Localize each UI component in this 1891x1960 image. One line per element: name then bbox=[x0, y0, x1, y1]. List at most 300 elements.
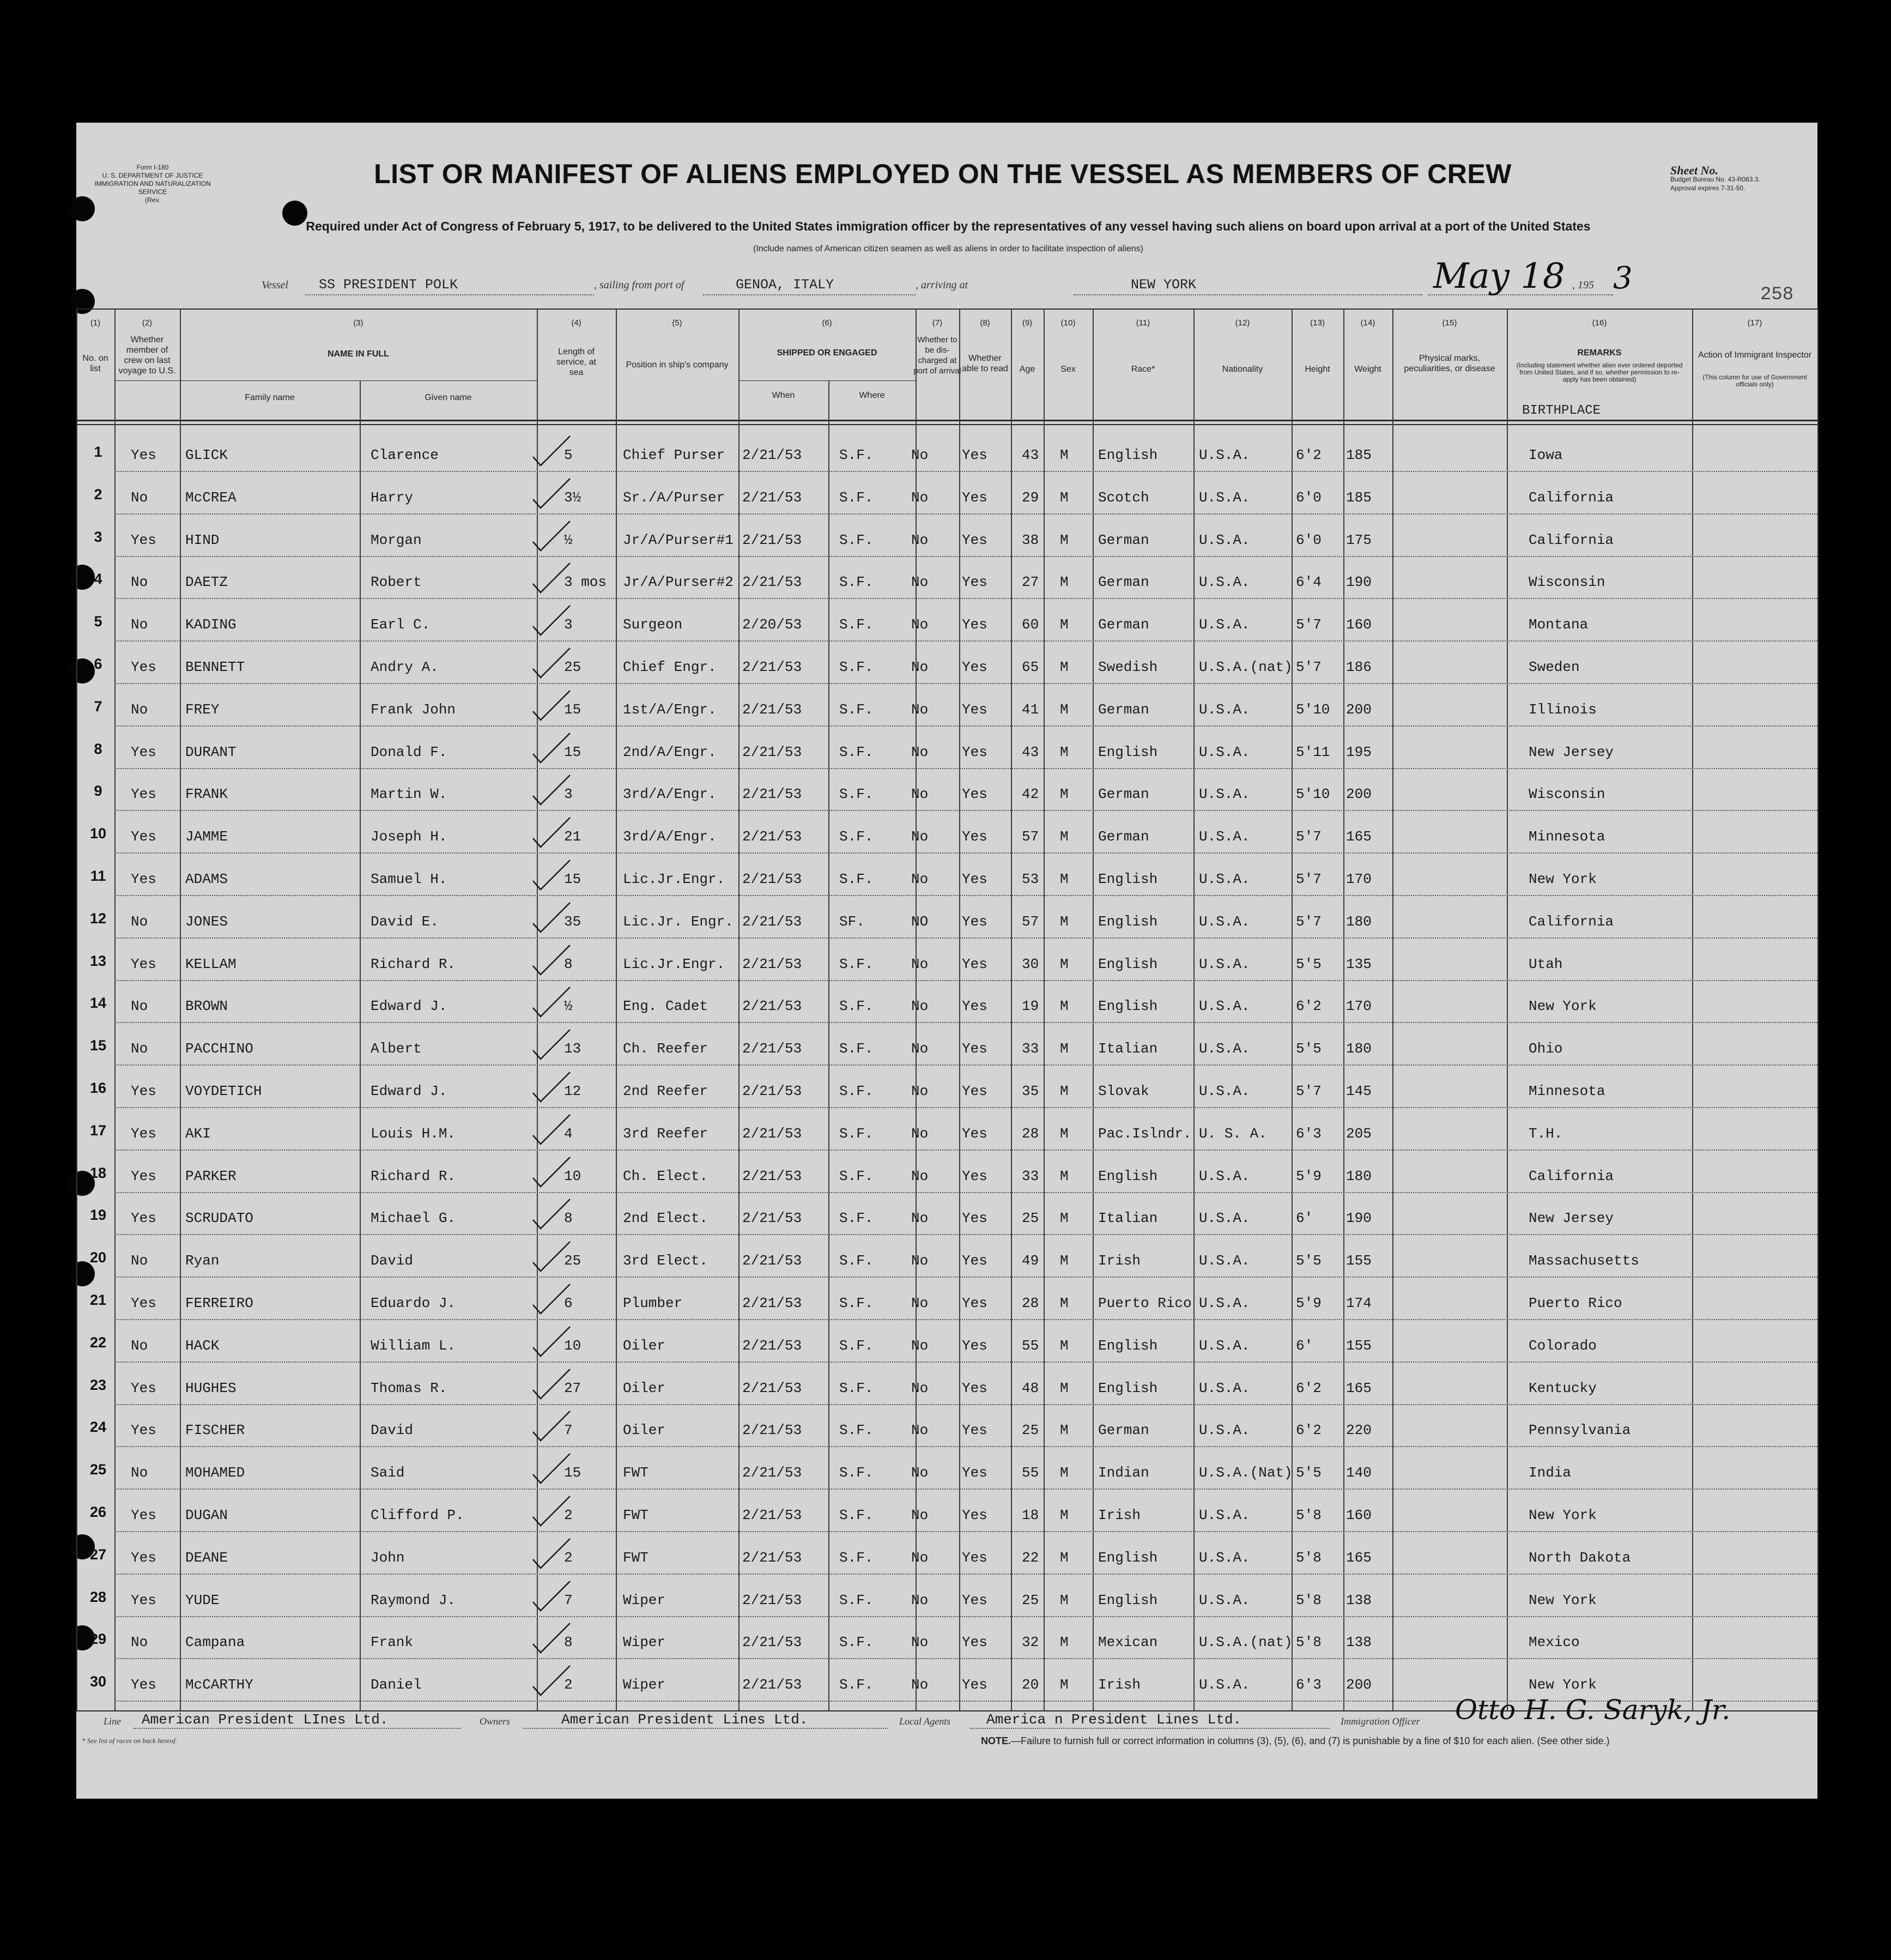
weight-cell: 190 bbox=[1346, 1210, 1372, 1227]
shipped-where-cell: S.F. bbox=[839, 955, 874, 972]
nationality-cell: U.S.A. bbox=[1199, 1210, 1250, 1227]
row-rule bbox=[114, 471, 1817, 472]
nationality-cell: U.S.A. bbox=[1199, 1337, 1250, 1354]
row-rule bbox=[114, 725, 1817, 727]
position-cell: Wiper bbox=[623, 1677, 666, 1693]
position-cell: Lic.Jr.Engr. bbox=[623, 955, 725, 972]
weight-cell: 200 bbox=[1346, 1677, 1372, 1693]
row-number: 30 bbox=[89, 1673, 107, 1690]
nationality-cell: U.S.A. bbox=[1199, 743, 1250, 760]
height-cell: 5'8 bbox=[1296, 1549, 1322, 1566]
height-cell: 5'7 bbox=[1296, 913, 1322, 930]
family-name-cell: Campana bbox=[185, 1634, 245, 1651]
discharge-cell: No bbox=[911, 1253, 929, 1269]
check-mark-icon bbox=[530, 432, 573, 470]
last-voyage-cell: No bbox=[131, 1253, 148, 1269]
nationality-cell: U.S.A. bbox=[1199, 1380, 1250, 1396]
shipped-when-cell: 2/21/53 bbox=[742, 574, 802, 591]
last-voyage-cell: No bbox=[131, 998, 148, 1015]
nationality-cell: U.S.A.(nat) bbox=[1199, 659, 1293, 675]
family-name-cell: VOYDETICH bbox=[185, 1083, 262, 1099]
birthplace-cell: T.H. bbox=[1529, 1125, 1563, 1142]
last-voyage-cell: Yes bbox=[131, 1592, 156, 1608]
column-divider bbox=[1507, 308, 1508, 1710]
shipped-where-cell: S.F. bbox=[839, 659, 874, 675]
height-cell: 5'8 bbox=[1296, 1592, 1322, 1608]
shipped-where-cell: S.F. bbox=[839, 489, 874, 506]
discharge-cell: No bbox=[911, 998, 929, 1015]
age-cell: 42 bbox=[1022, 786, 1039, 803]
check-mark-icon bbox=[530, 941, 573, 979]
age-cell: 53 bbox=[1022, 871, 1039, 887]
nationality-cell: U.S.A. bbox=[1199, 1549, 1250, 1566]
service-length-cell: 15 bbox=[564, 701, 581, 718]
age-cell: 19 bbox=[1022, 998, 1039, 1015]
sex-cell: M bbox=[1060, 447, 1069, 463]
form-department-header bbox=[82, 164, 223, 204]
sex-cell: M bbox=[1060, 489, 1069, 506]
sex-cell: M bbox=[1060, 659, 1069, 675]
weight-cell: 180 bbox=[1346, 913, 1372, 930]
birthplace-cell: California bbox=[1529, 1167, 1614, 1184]
row-number: 7 bbox=[94, 698, 102, 715]
shipped-when-cell: 2/21/53 bbox=[742, 1253, 802, 1269]
birthplace-cell: Minnesota bbox=[1529, 1083, 1605, 1099]
column-divider bbox=[738, 308, 740, 1710]
row-number: 4 bbox=[94, 571, 102, 588]
given-name-cell: Raymond J. bbox=[371, 1592, 456, 1608]
sex-cell: M bbox=[1060, 1549, 1069, 1566]
shipped-where-cell: S.F. bbox=[839, 1549, 874, 1566]
able-to-read-cell: Yes bbox=[962, 1465, 987, 1481]
service-length-cell: 15 bbox=[564, 1465, 581, 1481]
last-voyage-cell: Yes bbox=[131, 1422, 156, 1439]
column-divider bbox=[114, 308, 116, 1710]
family-name-cell: JONES bbox=[185, 913, 228, 930]
height-cell: 6'3 bbox=[1296, 1677, 1322, 1693]
punch-hole bbox=[70, 289, 95, 314]
shipped-where-cell: S.F. bbox=[839, 531, 874, 548]
shipped-where-cell: S.F. bbox=[839, 1125, 874, 1142]
birthplace-cell: Massachusetts bbox=[1529, 1253, 1639, 1269]
able-to-read-cell: Yes bbox=[962, 1592, 987, 1608]
nationality-cell: U.S.A. bbox=[1199, 871, 1250, 887]
able-to-read-cell: Yes bbox=[962, 913, 987, 930]
height-cell: 5'10 bbox=[1296, 701, 1330, 718]
shipped-when-cell: 2/21/53 bbox=[742, 447, 802, 463]
weight-cell: 174 bbox=[1346, 1295, 1372, 1311]
sex-cell: M bbox=[1060, 828, 1069, 845]
check-mark-icon bbox=[530, 983, 573, 1021]
row-number: 28 bbox=[89, 1588, 107, 1605]
position-cell: 3rd Reefer bbox=[623, 1125, 708, 1142]
document-title: LIST OR MANIFEST OF ALIENS EMPLOYED ON THE VESSEL AS MEMBERS OF CREW bbox=[374, 159, 1512, 189]
birthplace-cell: Ohio bbox=[1529, 1041, 1563, 1057]
discharge-cell: No bbox=[911, 1210, 929, 1227]
weight-cell: 195 bbox=[1346, 743, 1372, 760]
birthplace-cell: New York bbox=[1529, 1592, 1597, 1608]
family-name-cell: PACCHINO bbox=[185, 1041, 253, 1057]
col9-number: (9) bbox=[1022, 318, 1033, 328]
column-divider bbox=[76, 308, 77, 1710]
able-to-read-cell: Yes bbox=[962, 998, 987, 1015]
row-rule bbox=[114, 1404, 1817, 1405]
given-name-cell: Martin W. bbox=[371, 786, 447, 803]
sex-cell: M bbox=[1060, 1422, 1069, 1439]
check-mark-icon bbox=[530, 771, 573, 809]
row-number: 15 bbox=[89, 1037, 107, 1054]
sailing-port: GENOA, ITALY bbox=[736, 277, 834, 293]
race-cell: Puerto Rico bbox=[1098, 1295, 1192, 1311]
sex-cell: M bbox=[1060, 1592, 1069, 1608]
form-number: Form I-180 bbox=[136, 164, 169, 171]
shipped-where-cell: S.F. bbox=[839, 1337, 874, 1354]
birthplace-cell: Wisconsin bbox=[1529, 574, 1605, 591]
col7-label: Whether to be dis-charged at port of arrival bbox=[913, 335, 961, 376]
birthplace-cell: New York bbox=[1529, 871, 1597, 887]
column-divider bbox=[360, 380, 361, 1710]
races-footnote: * See list of races on back hereof. bbox=[82, 1737, 177, 1745]
row-number: 27 bbox=[89, 1546, 107, 1563]
family-name-cell: McCREA bbox=[185, 489, 237, 506]
shipped-where-cell: S.F. bbox=[839, 1677, 874, 1693]
row-rule bbox=[114, 683, 1817, 684]
last-voyage-cell: No bbox=[131, 574, 148, 591]
family-name-cell: FRANK bbox=[185, 786, 228, 803]
service-length-cell: ½ bbox=[564, 531, 573, 548]
given-name-cell: Frank bbox=[371, 1634, 414, 1651]
sex-cell: M bbox=[1060, 871, 1069, 887]
race-cell: English bbox=[1098, 913, 1158, 930]
check-mark-icon bbox=[530, 1237, 573, 1275]
shipped-when-cell: 2/21/53 bbox=[742, 1422, 802, 1439]
check-mark-icon bbox=[530, 644, 573, 682]
check-mark-icon bbox=[530, 601, 573, 639]
row-rule bbox=[114, 513, 1817, 515]
row-number: 10 bbox=[89, 825, 107, 842]
col1-number: (1) bbox=[90, 318, 101, 328]
line-value: American President LInes Ltd. bbox=[142, 1711, 389, 1728]
discharge-cell: No bbox=[911, 1295, 929, 1311]
height-cell: 5'5 bbox=[1296, 955, 1322, 972]
shipped-where-cell: S.F. bbox=[839, 1167, 874, 1184]
family-name-cell: PARKER bbox=[185, 1167, 237, 1184]
position-cell: Wiper bbox=[623, 1634, 666, 1651]
discharge-cell: No bbox=[911, 1677, 929, 1693]
age-cell: 48 bbox=[1022, 1380, 1039, 1396]
age-cell: 65 bbox=[1022, 659, 1039, 675]
service-length-cell: 7 bbox=[564, 1422, 573, 1439]
row-number: 22 bbox=[89, 1334, 107, 1351]
shipped-where-cell: S.F. bbox=[839, 1465, 874, 1481]
discharge-cell: No bbox=[911, 1549, 929, 1566]
row-number: 14 bbox=[89, 995, 107, 1012]
nationality-cell: U.S.A. bbox=[1199, 1507, 1250, 1523]
race-cell: English bbox=[1098, 955, 1158, 972]
height-cell: 5'8 bbox=[1296, 1634, 1322, 1651]
shipped-where-cell: S.F. bbox=[839, 616, 874, 633]
row-rule bbox=[114, 1574, 1817, 1575]
sex-cell: M bbox=[1060, 1253, 1069, 1269]
shipped-when-cell: 2/21/53 bbox=[742, 1295, 802, 1311]
shipped-where-cell: S.F. bbox=[839, 1041, 874, 1057]
family-name-cell: KADING bbox=[185, 616, 237, 633]
row-rule bbox=[114, 640, 1817, 642]
row-number: 19 bbox=[89, 1207, 107, 1224]
row-number: 17 bbox=[89, 1122, 107, 1139]
height-cell: 6'4 bbox=[1296, 574, 1322, 591]
birthplace-cell: Minnesota bbox=[1529, 828, 1605, 845]
family-name-cell: YUDE bbox=[185, 1592, 220, 1608]
family-name-cell: DEANE bbox=[185, 1549, 228, 1566]
line-underline bbox=[134, 1728, 460, 1729]
sex-cell: M bbox=[1060, 1125, 1069, 1142]
check-mark-icon bbox=[530, 1025, 573, 1063]
height-cell: 6'0 bbox=[1296, 531, 1322, 548]
given-name-cell: Edward J. bbox=[371, 1083, 447, 1099]
sex-cell: M bbox=[1060, 998, 1069, 1015]
weight-cell: 160 bbox=[1346, 616, 1372, 633]
check-mark-icon bbox=[530, 1619, 573, 1657]
discharge-cell: No bbox=[911, 1041, 929, 1057]
sailing-from-label: , sailing from port of bbox=[594, 279, 684, 291]
able-to-read-cell: Yes bbox=[962, 1337, 987, 1354]
age-cell: 30 bbox=[1022, 955, 1039, 972]
weight-cell: 170 bbox=[1346, 871, 1372, 887]
col13-label: Height bbox=[1305, 365, 1330, 374]
able-to-read-cell: Yes bbox=[962, 743, 987, 760]
height-cell: 5'7 bbox=[1296, 659, 1322, 675]
family-name-cell: JAMME bbox=[185, 828, 228, 845]
position-cell: Oiler bbox=[623, 1422, 666, 1439]
race-cell: Irish bbox=[1098, 1677, 1141, 1693]
age-cell: 18 bbox=[1022, 1507, 1039, 1523]
col15-number: (15) bbox=[1442, 318, 1457, 328]
race-cell: German bbox=[1098, 786, 1149, 803]
sex-cell: M bbox=[1060, 531, 1069, 548]
weight-cell: 138 bbox=[1346, 1592, 1372, 1608]
service-length-cell: ½ bbox=[564, 998, 573, 1015]
race-cell: Indian bbox=[1098, 1465, 1149, 1481]
last-voyage-cell: Yes bbox=[131, 531, 156, 548]
row-number: 21 bbox=[89, 1292, 107, 1308]
given-name-cell: David bbox=[371, 1422, 414, 1439]
shipped-where-cell: S.F. bbox=[839, 1592, 874, 1608]
position-cell: Ch. Reefer bbox=[623, 1041, 708, 1057]
shipped-where-cell: SF. bbox=[839, 913, 865, 930]
able-to-read-cell: Yes bbox=[962, 1253, 987, 1269]
position-cell: 2nd Reefer bbox=[623, 1083, 708, 1099]
age-cell: 25 bbox=[1022, 1422, 1039, 1439]
discharge-cell: No bbox=[911, 531, 929, 548]
birthplace-cell: Utah bbox=[1529, 955, 1563, 972]
weight-cell: 220 bbox=[1346, 1422, 1372, 1439]
discharge-cell: No bbox=[911, 659, 929, 675]
age-cell: 27 bbox=[1022, 574, 1039, 591]
shipped-when-cell: 2/21/53 bbox=[742, 1634, 802, 1651]
family-name-header: Family name bbox=[245, 393, 295, 402]
subtitle-note: (Include names of American citizen seamen as well as aliens in order to facilitate inspection of aliens) bbox=[753, 244, 1143, 253]
row-number: 20 bbox=[89, 1249, 107, 1266]
weight-cell: 155 bbox=[1346, 1337, 1372, 1354]
sheet-number-label: Sheet No. bbox=[1670, 164, 1718, 177]
height-cell: 5'10 bbox=[1296, 786, 1330, 803]
able-to-read-cell: Yes bbox=[962, 1295, 987, 1311]
position-cell: Lic.Jr. Engr. bbox=[623, 913, 734, 930]
age-cell: 55 bbox=[1022, 1337, 1039, 1354]
shipped-where-cell: S.F. bbox=[839, 786, 874, 803]
discharge-cell: No bbox=[911, 489, 929, 506]
given-name-cell: Joseph H. bbox=[371, 828, 447, 845]
check-mark-icon bbox=[530, 813, 573, 851]
col15-label: Physical marks, peculiarities, or disease bbox=[1404, 354, 1495, 373]
nationality-cell: U.S.A. bbox=[1199, 1422, 1250, 1439]
shipped-when-cell: 2/21/53 bbox=[742, 955, 802, 972]
check-mark-icon bbox=[530, 1153, 573, 1191]
birthplace-cell: New Jersey bbox=[1529, 743, 1614, 760]
height-cell: 6' bbox=[1296, 1337, 1313, 1354]
row-rule bbox=[114, 1150, 1817, 1151]
age-cell: 33 bbox=[1022, 1041, 1039, 1057]
given-name-cell: William L. bbox=[371, 1337, 456, 1354]
family-name-cell: Ryan bbox=[185, 1253, 220, 1269]
row-number: 23 bbox=[89, 1376, 107, 1393]
sex-cell: M bbox=[1060, 1634, 1069, 1651]
nationality-cell: U.S.A. bbox=[1199, 1592, 1250, 1608]
row-rule bbox=[114, 1192, 1817, 1193]
weight-cell: 186 bbox=[1346, 659, 1372, 675]
service-length-cell: 6 bbox=[564, 1295, 573, 1311]
check-mark-icon bbox=[530, 1407, 573, 1445]
race-cell: English bbox=[1098, 998, 1158, 1015]
position-cell: FWT bbox=[623, 1507, 648, 1523]
position-cell: Ch. Elect. bbox=[623, 1167, 708, 1184]
able-to-read-cell: Yes bbox=[962, 1677, 987, 1693]
given-name-cell: Samuel H. bbox=[371, 871, 447, 887]
note-text: —Failure to furnish full or correct information in columns (3), (5), (6), and (7) is punishable by a fine of $10 for each alien. (See other side.) bbox=[1011, 1735, 1610, 1746]
shipped-where-cell: S.F. bbox=[839, 701, 874, 718]
legal-subtitle: Required under Act of Congress of February 5, 1917, to be delivered to the United States immigration officer by the representatives of any vessel having such aliens on board upon arrival at a port of the United States bbox=[306, 219, 1591, 233]
last-voyage-cell: Yes bbox=[131, 659, 156, 675]
sex-cell: M bbox=[1060, 1677, 1069, 1693]
nationality-cell: U.S.A. bbox=[1199, 1041, 1250, 1057]
row-number: 16 bbox=[89, 1080, 107, 1096]
vessel-name: SS PRESIDENT POLK bbox=[319, 277, 458, 293]
birthplace-cell: Kentucky bbox=[1529, 1380, 1597, 1396]
shipped-when-cell: 2/21/53 bbox=[742, 701, 802, 718]
last-voyage-cell: No bbox=[131, 701, 148, 718]
year-prefix: , 195 bbox=[1572, 279, 1594, 291]
able-to-read-cell: Yes bbox=[962, 1083, 987, 1099]
shipped-when-cell: 2/21/53 bbox=[742, 828, 802, 845]
row-number: 26 bbox=[89, 1504, 107, 1520]
check-mark-icon bbox=[530, 1577, 573, 1615]
nationality-cell: U.S.A. bbox=[1199, 574, 1250, 591]
row-number: 13 bbox=[89, 952, 107, 969]
row-number: 12 bbox=[89, 910, 107, 927]
col1-label: No. on list bbox=[82, 354, 108, 373]
weight-cell: 160 bbox=[1346, 1507, 1372, 1523]
immigration-officer-signature: Otto H. G. Saryk, Jr. bbox=[1455, 1694, 1731, 1726]
discharge-cell: No bbox=[911, 1125, 929, 1142]
birthplace-cell: New York bbox=[1529, 998, 1597, 1015]
able-to-read-cell: Yes bbox=[962, 955, 987, 972]
race-cell: Scotch bbox=[1098, 489, 1149, 506]
shipped-when-cell: 2/21/53 bbox=[742, 1041, 802, 1057]
last-voyage-cell: Yes bbox=[131, 1507, 156, 1523]
shipped-where-cell: S.F. bbox=[839, 998, 874, 1015]
row-rule bbox=[114, 1489, 1817, 1490]
column-divider bbox=[1044, 308, 1045, 1710]
last-voyage-cell: Yes bbox=[131, 743, 156, 760]
col12-number: (12) bbox=[1235, 318, 1250, 328]
shipped-where-cell: S.F. bbox=[839, 1210, 874, 1227]
row-rule bbox=[114, 810, 1817, 811]
position-cell: Jr/A/Purser#1 bbox=[623, 531, 734, 548]
age-cell: 28 bbox=[1022, 1125, 1039, 1142]
last-voyage-cell: Yes bbox=[131, 955, 156, 972]
check-mark-icon bbox=[530, 1280, 573, 1318]
position-cell: Eng. Cadet bbox=[623, 998, 708, 1015]
col2-number: (2) bbox=[142, 318, 153, 328]
birthplace-cell: Mexico bbox=[1529, 1634, 1580, 1651]
col11-number: (11) bbox=[1136, 318, 1150, 328]
birthplace-cell: Colorado bbox=[1529, 1337, 1597, 1354]
age-cell: 43 bbox=[1022, 447, 1039, 463]
last-voyage-cell: Yes bbox=[131, 786, 156, 803]
nationality-cell: U.S.A. bbox=[1199, 447, 1250, 463]
shipped-when-cell: 2/21/53 bbox=[742, 1125, 802, 1142]
col4-number: (4) bbox=[571, 318, 581, 328]
given-name-cell: Frank John bbox=[371, 701, 456, 718]
discharge-cell: No bbox=[911, 828, 929, 845]
col4-label: Length of service, at sea bbox=[556, 347, 596, 377]
able-to-read-cell: Yes bbox=[962, 531, 987, 548]
weight-cell: 165 bbox=[1346, 1380, 1372, 1396]
column-divider bbox=[828, 380, 829, 1710]
service-length-cell: 7 bbox=[564, 1592, 573, 1608]
sex-cell: M bbox=[1060, 913, 1069, 930]
nationality-cell: U.S.A. bbox=[1199, 1167, 1250, 1184]
weight-cell: 180 bbox=[1346, 1167, 1372, 1184]
col6-number: (6) bbox=[822, 318, 832, 328]
row-rule bbox=[114, 937, 1817, 939]
given-name-cell: Thomas R. bbox=[371, 1380, 447, 1396]
given-name-cell: Richard R. bbox=[371, 955, 456, 972]
col11-label: Race* bbox=[1131, 365, 1155, 374]
race-cell: German bbox=[1098, 828, 1149, 845]
race-cell: Mexican bbox=[1098, 1634, 1158, 1651]
given-name-cell: Morgan bbox=[371, 531, 422, 548]
family-name-cell: BROWN bbox=[185, 998, 228, 1015]
service-length-cell: 25 bbox=[564, 659, 581, 675]
discharge-cell: No bbox=[911, 616, 929, 633]
weight-cell: 200 bbox=[1346, 786, 1372, 803]
birthplace-cell: Wisconsin bbox=[1529, 786, 1605, 803]
column-divider bbox=[1292, 308, 1293, 1710]
header-bottom-border-2 bbox=[76, 424, 1817, 425]
age-cell: 25 bbox=[1022, 1592, 1039, 1608]
shipped-when-cell: 2/21/53 bbox=[742, 871, 802, 887]
family-name-cell: GLICK bbox=[185, 447, 228, 463]
family-name-cell: MOHAMED bbox=[185, 1465, 245, 1481]
owners-value: American President Lines Ltd. bbox=[561, 1711, 808, 1728]
nationality-cell: U.S.A.(Nat) bbox=[1199, 1465, 1293, 1481]
family-name-cell: HIND bbox=[185, 531, 220, 548]
birthplace-cell: Illinois bbox=[1529, 701, 1597, 718]
row-rule bbox=[114, 556, 1817, 557]
age-cell: 35 bbox=[1022, 1083, 1039, 1099]
